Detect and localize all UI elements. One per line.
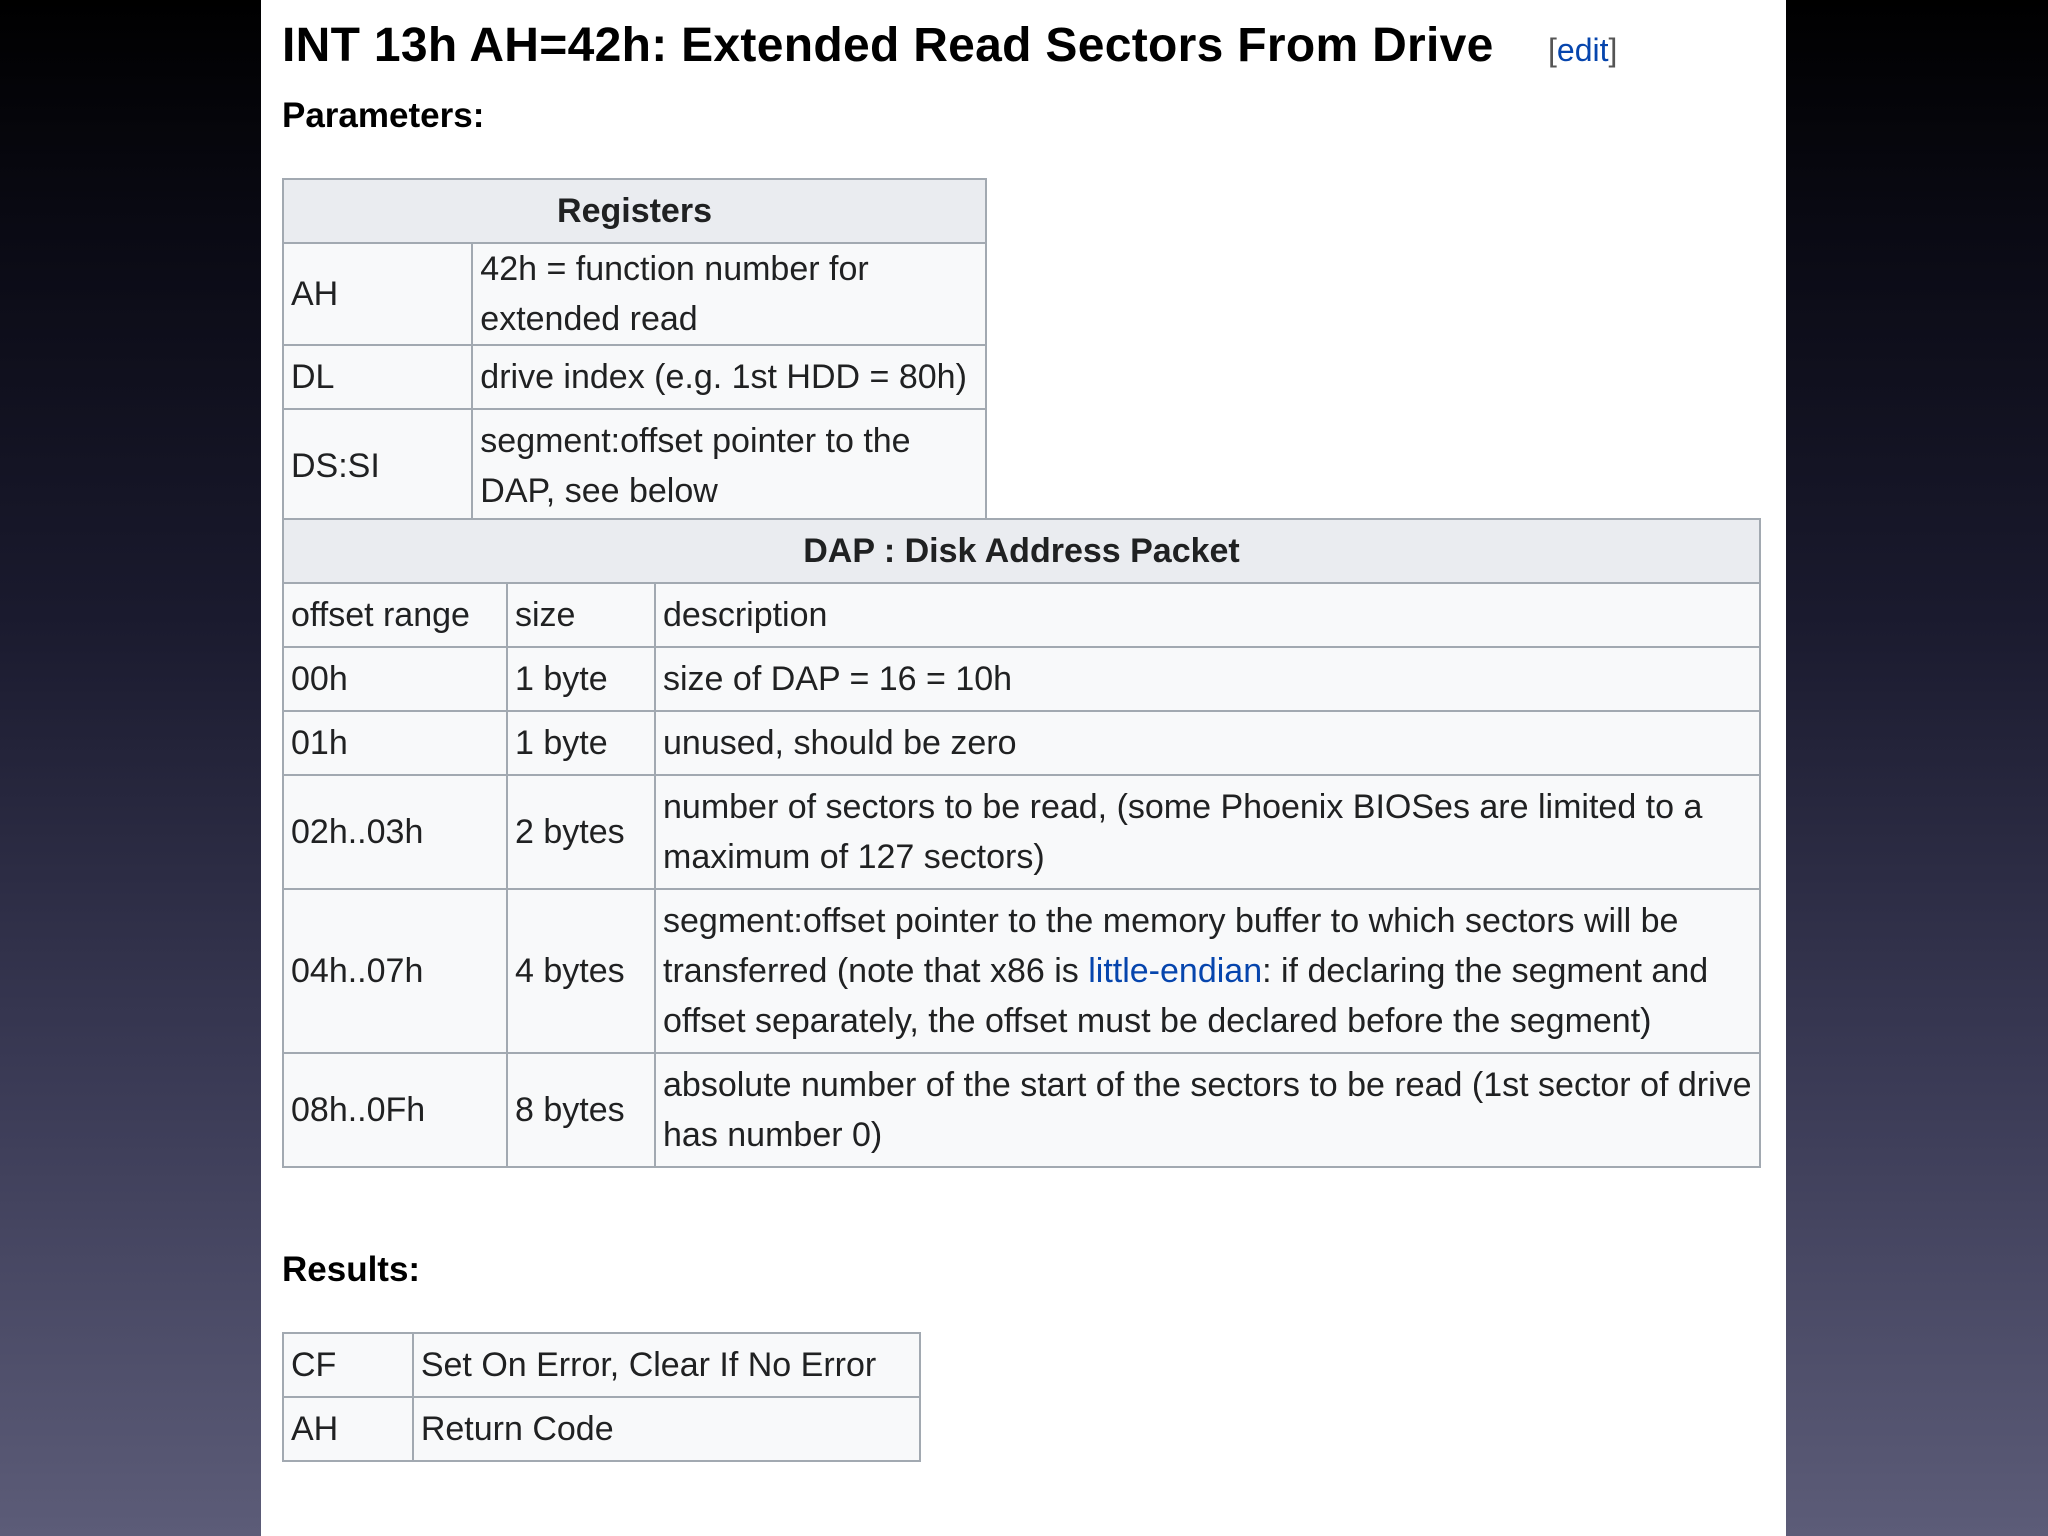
results-table [282, 1332, 921, 1462]
dap-offset: 01h [283, 711, 507, 775]
table-row [283, 243, 986, 345]
dap-description: unused, should be zero [655, 711, 1760, 775]
table-row [283, 711, 1760, 775]
section-heading: INT 13h AH=42h: Extended Read Sectors From Drive [282, 19, 1494, 72]
table-row [283, 409, 986, 523]
dap-description-text: segment:offset pointer to the memory buffer to which sectors will be transferred (note that x86 is [663, 902, 1679, 990]
parameters-heading: Parameters: [282, 96, 485, 135]
dap-size: 4 bytes [507, 889, 655, 1053]
dap-header-row [283, 519, 1760, 583]
results-heading: Results: [282, 1250, 421, 1289]
registers-table [282, 178, 987, 524]
table-row [283, 775, 1760, 889]
result-description: Return Code [413, 1397, 920, 1461]
register-description: 42h = function number for extended read [472, 243, 986, 345]
register-description: drive index (e.g. 1st HDD = 80h) [472, 345, 986, 409]
dap-description: number of sectors to be read, (some Phoenix BIOSes are limited to a maximum of 127 sectors) [655, 775, 1760, 889]
dap-description: size of DAP = 16 = 10h [655, 647, 1760, 711]
edit-bracket-close: ] [1608, 32, 1618, 68]
register-name: DS:SI [283, 409, 472, 523]
column-header-description: description [655, 583, 1760, 647]
column-header-offset: offset range [283, 583, 507, 647]
dap-table [282, 518, 1761, 1168]
result-register: AH [283, 1397, 413, 1461]
result-register: CF [283, 1333, 413, 1397]
dap-description [655, 889, 1760, 1053]
column-header-size: size [507, 583, 655, 647]
register-description: segment:offset pointer to the DAP, see below [472, 409, 986, 523]
table-row [283, 1333, 920, 1397]
edit-link[interactable]: edit [1556, 32, 1609, 68]
table-row [283, 1053, 1760, 1167]
article-page [261, 0, 1786, 1536]
dap-size: 1 byte [507, 711, 655, 775]
table-row [283, 345, 986, 409]
dap-column-header-row [283, 583, 1760, 647]
dap-offset: 08h..0Fh [283, 1053, 507, 1167]
table-row [283, 889, 1760, 1053]
edit-section [1548, 32, 1617, 69]
dap-size: 2 bytes [507, 775, 655, 889]
dap-offset: 02h..03h [283, 775, 507, 889]
table-row [283, 1397, 920, 1461]
little-endian-link[interactable]: little-endian [1088, 952, 1263, 990]
result-description: Set On Error, Clear If No Error [413, 1333, 920, 1397]
register-name: DL [283, 345, 472, 409]
dap-offset: 00h [283, 647, 507, 711]
dap-size: 1 byte [507, 647, 655, 711]
table-row [283, 647, 1760, 711]
registers-header-row [283, 179, 986, 243]
register-name: AH [283, 243, 472, 345]
dap-header: DAP : Disk Address Packet [283, 519, 1760, 583]
dap-offset: 04h..07h [283, 889, 507, 1053]
edit-bracket-open: [ [1548, 32, 1557, 68]
dap-description: absolute number of the start of the sectors to be read (1st sector of drive has number 0) [655, 1053, 1760, 1167]
registers-header: Registers [283, 179, 986, 243]
dap-description-text: : if declaring the segment and offset separately, the offset must be declared before the segment) [663, 952, 1709, 1040]
dap-size: 8 bytes [507, 1053, 655, 1167]
